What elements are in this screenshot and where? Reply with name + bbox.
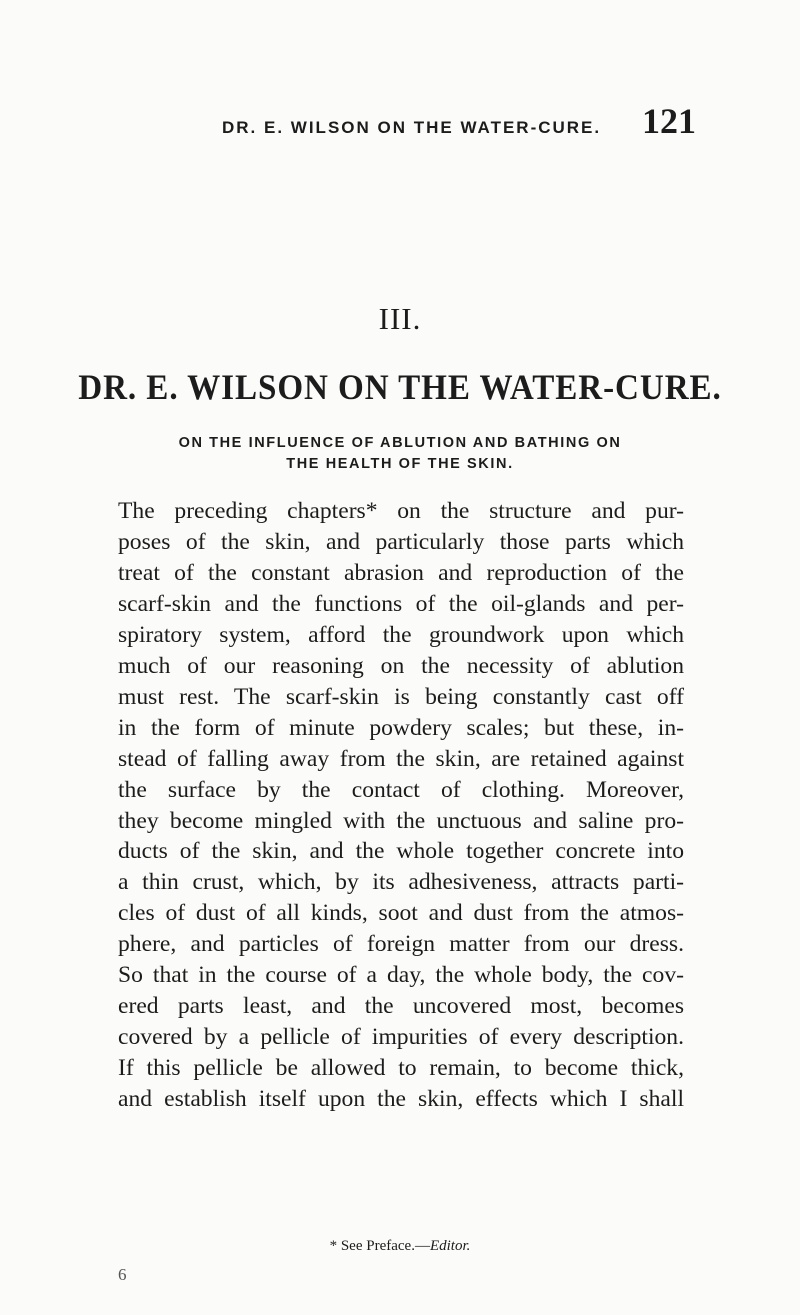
body-line: they become mingled with the unctuous and saline pro- bbox=[118, 807, 684, 834]
subtitle-line-1: ON THE INFLUENCE OF ABLUTION AND BATHING ON bbox=[178, 435, 622, 451]
footnote-editor: Editor. bbox=[429, 1238, 471, 1254]
signature-mark: 6 bbox=[118, 1265, 127, 1284]
body-line: spiratory system, afford the groundwork upon which bbox=[118, 621, 684, 648]
body-line: much of our reasoning on the necessity of ablution bbox=[118, 652, 684, 679]
footnote bbox=[0, 1238, 800, 1255]
body-line: The preceding chapters* on the structure and pur- bbox=[118, 498, 684, 524]
body-line: phere, and particles of foreign matter from our dress. bbox=[118, 931, 684, 958]
body-paragraph bbox=[118, 496, 684, 1115]
body-line: cles of dust of all kinds, soot and dust from the atmos- bbox=[118, 900, 684, 927]
body-line: ered parts least, and the uncovered most, becomes bbox=[118, 993, 684, 1020]
chapter-subtitle bbox=[120, 433, 680, 475]
body-line: poses of the skin, and particularly those parts which bbox=[118, 528, 684, 555]
running-head: DR. E. WILSON ON THE WATER-CURE. bbox=[222, 118, 602, 137]
chapter-title: DR. E. WILSON ON THE WATER-CURE. bbox=[78, 367, 722, 407]
body-line: ducts of the skin, and the whole together concrete into bbox=[118, 838, 684, 865]
page-number: 121 bbox=[642, 101, 696, 141]
body-line: If this pellicle be allowed to remain, to become thick, bbox=[118, 1055, 684, 1082]
footnote-text: * See Preface.— bbox=[329, 1238, 430, 1254]
body-line: in the form of minute powdery scales; but these, in- bbox=[118, 714, 684, 741]
body-line: the surface by the contact of clothing. Moreover, bbox=[118, 776, 684, 803]
body-line: treat of the constant abrasion and reproduction of the bbox=[118, 559, 684, 586]
body-line: must rest. The scarf-skin is being constantly cast off bbox=[118, 683, 684, 710]
body-line: So that in the course of a day, the whole body, the cov- bbox=[118, 962, 684, 989]
body-line: a thin crust, which, by its adhesiveness, attracts parti- bbox=[118, 869, 684, 896]
body-line: and establish itself upon the skin, effects which I shall bbox=[118, 1086, 684, 1113]
chapter-numeral: III. bbox=[378, 301, 422, 336]
subtitle-line-2: THE HEALTH OF THE SKIN. bbox=[286, 456, 514, 472]
body-line: stead of falling away from the skin, are retained against bbox=[118, 745, 684, 772]
body-line: covered by a pellicle of impurities of every description. bbox=[118, 1024, 684, 1051]
body-line: scarf-skin and the functions of the oil-glands and per- bbox=[118, 590, 684, 617]
